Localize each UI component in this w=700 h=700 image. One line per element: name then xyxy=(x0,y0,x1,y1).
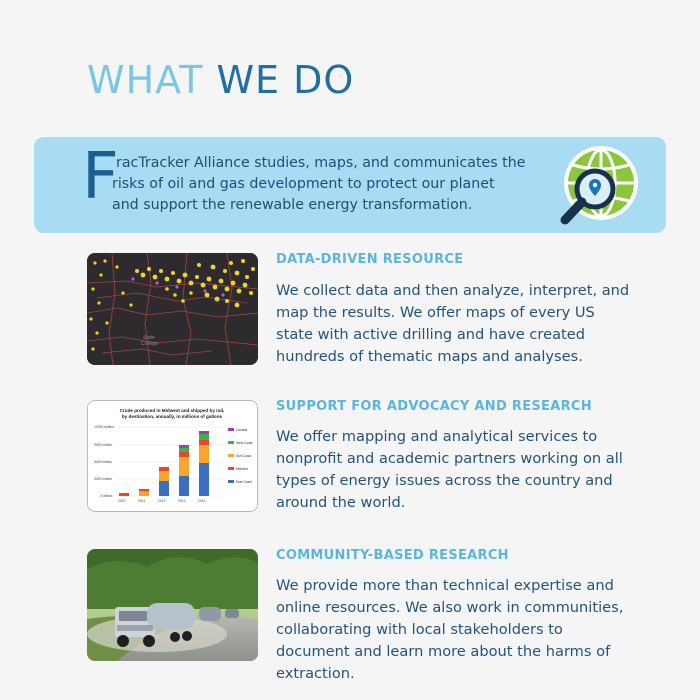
mission-line-1: racTracker Alliance studies, maps, and communicates the xyxy=(116,155,526,171)
svg-text:by destination, annually, in m: by destination, annually, in millions of gallons xyxy=(121,414,223,419)
svg-text:6000 million: 6000 million xyxy=(94,460,113,464)
svg-text:Canada: Canada xyxy=(236,428,248,432)
svg-text:2012: 2012 xyxy=(158,499,166,503)
svg-text:12000 million: 12000 million xyxy=(94,425,114,429)
svg-text:2010: 2010 xyxy=(118,499,126,503)
mission-banner xyxy=(34,137,666,233)
svg-text:Gulf Coast: Gulf Coast xyxy=(236,454,252,458)
mission-line-3: and support the renewable energy transformation. xyxy=(112,197,473,213)
crude-shipping-chart-image xyxy=(87,400,258,512)
svg-text:West Coast: West Coast xyxy=(236,441,253,445)
svg-text:2013: 2013 xyxy=(178,499,186,503)
mission-line-2: risks of oil and gas development to protect our planet xyxy=(112,176,495,192)
page-title xyxy=(87,58,354,102)
section-title-data-driven: DATA-DRIVEN RESOURCE xyxy=(276,252,464,267)
svg-text:2014: 2014 xyxy=(198,499,206,503)
svg-text:2011: 2011 xyxy=(138,499,146,503)
section-body-community: We provide more than technical expertise and online resources. We also work in communities, collaborating with local stakeholders to document and learn more about the harms of extraction. xyxy=(276,577,624,682)
section-body-data-driven: We collect data and then analyze, interpret, and map the results. We offer maps of every US state with active drilling and have created hundreds of thematic maps and analyses. xyxy=(276,282,630,365)
title-part-we-do: WE DO xyxy=(216,58,355,102)
drop-cap: F xyxy=(82,140,119,214)
mission-statement xyxy=(112,153,546,216)
section-title-advocacy: SUPPORT FOR ADVOCACY AND RESEARCH xyxy=(276,399,592,414)
svg-text:Midwest: Midwest xyxy=(236,467,248,471)
svg-text:0 million: 0 million xyxy=(100,494,113,498)
svg-text:East Coast: East Coast xyxy=(236,480,252,484)
svg-text:Crude produced in Midwest and: Crude produced in Midwest and shipped by rail, xyxy=(119,408,225,413)
section-body-advocacy: We offer mapping and analytical services to nonprofit and academic partners working on all types of energy issues across the country and around the world. xyxy=(276,428,623,511)
svg-text:College: College xyxy=(141,341,158,347)
section-title-community: COMMUNITY-BASED RESEARCH xyxy=(276,548,509,563)
drilling-map-image xyxy=(87,253,258,365)
title-part-what: WHAT xyxy=(87,58,217,102)
globe-search-icon xyxy=(553,143,641,231)
svg-text:9000 million: 9000 million xyxy=(94,443,113,447)
svg-text:3000 million: 3000 million xyxy=(94,477,113,481)
tanker-truck-photo xyxy=(87,549,258,661)
svg-text:State: State xyxy=(143,335,155,341)
